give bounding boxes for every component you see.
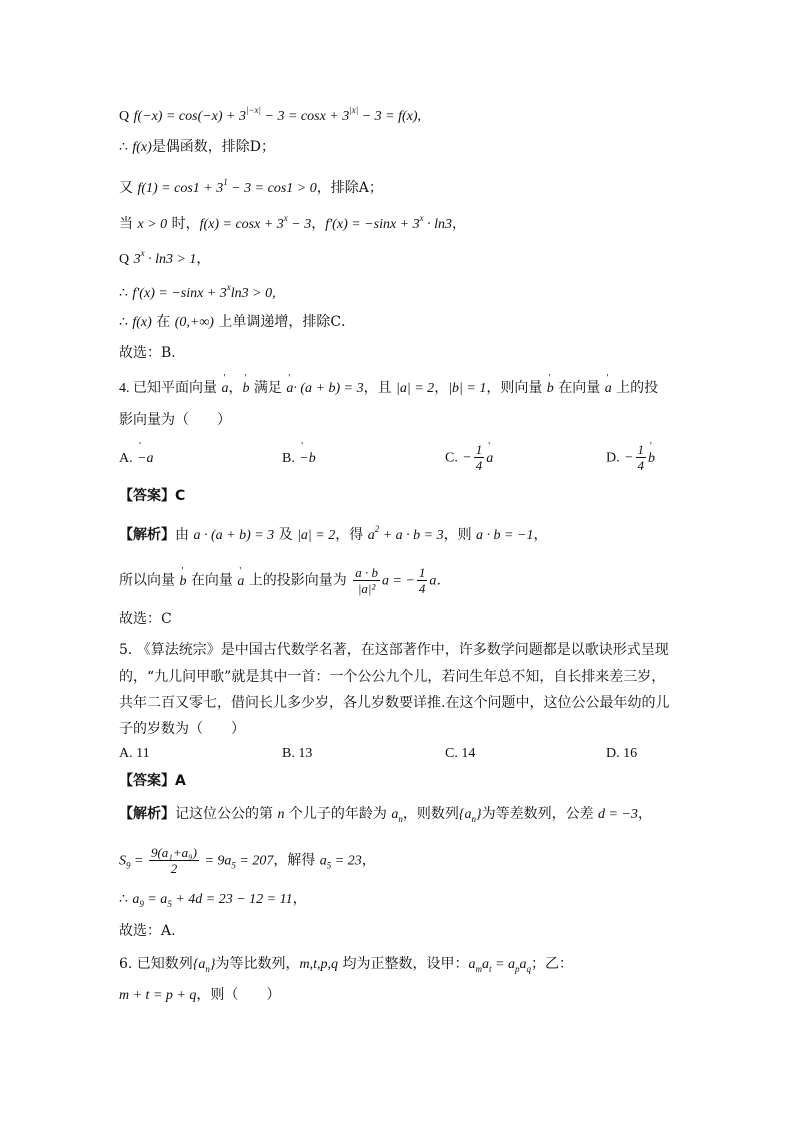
explanation-line: 【解析】由 a · (a + b) = 3 及 |a| = 2，得 $a^2 + a \cdot b = 3$，则 a · b = −1， — [119, 524, 548, 543]
explanation-line: 【解析】记这位公公的第 n 个儿子的年龄为 $a_n$，则数列$\{a_n\}$为等差数列，公差 d = −3， — [119, 806, 652, 824]
question-5-stem: 共年二百又零七，借问长儿多少岁，各儿岁数要详推.在这个问题中，这位公公最年幼的儿 — [119, 695, 670, 711]
question-6-stem: 6. 已知数列$\{a_n\}$为等比数列，m,t,p,q 均为正整数，设甲：$a_ma_t = a_pa_q$；乙： — [119, 956, 573, 974]
option-c[interactable]: C. − $\frac{1}{4}$ ' a — [445, 442, 493, 473]
question-4-stem: 4. 已知平面向量 ' a，' b 满足 ' a· (a + b) = 3，且 |a| = 2，|b| = 1，则向量 ' b 在向量 ' a 上的投 — [119, 378, 658, 399]
fraction: $\frac{\text{9(a₁+a₉)}}{2}$ — [150, 845, 197, 876]
solution-line: 又 $f(1) = \cos 1 + 3^1 - 3 = \cos 1 > 0$，排除A； — [119, 177, 383, 196]
fraction: $\frac{1}{4}$ — [418, 565, 426, 596]
solution-line: ∴ $f'(x) = -\sin x + 3^x\ln 3 > 0$, — [119, 282, 276, 301]
answer-tag: 【答案】C — [119, 488, 186, 504]
option-b[interactable]: B. ' −b — [282, 450, 316, 467]
explanation-line: ∴ $a_9 = a_5 + 4d = 23 - 12 = 11$， — [119, 891, 307, 909]
question-5-stem: 5. 《算法统宗》是中国古代数学名著，在这部著作中，许多数学问题都是以歌诀形式呈现 — [119, 642, 669, 658]
question-5-stem: 的，“九儿问甲歌”就是其中一首：一个公公九个儿，若问生年总不知，自长排来差三岁， — [119, 669, 666, 685]
solution-line: Q $3^x \cdot \ln 3 > 1$， — [119, 248, 211, 267]
solution-line: 当 x > 0 时，$f(x) = \cos x + 3^x - 3$，$f'(x) = -\sin x + 3^x \cdot \ln 3$， — [119, 213, 467, 232]
question-6-stem-line2: m + t = p + q，则（ ） — [119, 987, 281, 1003]
question-5-result: 故选：A. — [119, 923, 176, 939]
solution-answer: 故选：B． — [119, 345, 186, 361]
explanation-line: $S_9$ = $\frac{\text{9(a₁+a₉)}}{2}$ = $9a_5 = 207$，解得 $a_5 = 23$， — [119, 845, 376, 876]
option-b[interactable]: B. 13 — [282, 746, 313, 761]
option-d[interactable]: D. 16 — [606, 746, 638, 761]
option-a[interactable]: A. 11 — [119, 746, 150, 761]
answer-tag: 【答案】A — [119, 773, 186, 789]
option-d[interactable]: D. − $\frac{1}{4}$ ' b — [606, 442, 655, 473]
solution-line: Q $f(-x) = \cos(-x) + 3^{|-x|} - 3 = \cos x + 3^{|x|} - 3 = f(x)$, — [119, 105, 422, 124]
option-a[interactable]: A. ' −a — [119, 450, 154, 467]
question-4-stem-line2: 影向量为（ ） — [119, 412, 231, 428]
solution-line: ∴ f(x) 在 (0,+∞) 上单调递增，排除C． — [119, 314, 356, 330]
solution-line: ∴ f(x)是偶函数，排除D； — [119, 139, 276, 155]
question-4-result: 故选：C — [119, 611, 172, 627]
question-5-stem: 子的岁数为（ ） — [119, 721, 245, 737]
fraction: $\frac{1}{4}$ — [637, 442, 645, 473]
option-c[interactable]: C. 14 — [445, 746, 476, 761]
fraction: $\frac{1}{4}$ — [475, 442, 483, 473]
fraction: $\frac{a \cdot b}{\text{|a|²}}$ — [355, 565, 379, 596]
explanation-line: 所以向量 ' b 在向量 ' a 上的投影向量为 $\frac{a \cdot b}{\text{|a|²}}$ a = − $\frac{1}{4}$ a． — [119, 565, 450, 596]
